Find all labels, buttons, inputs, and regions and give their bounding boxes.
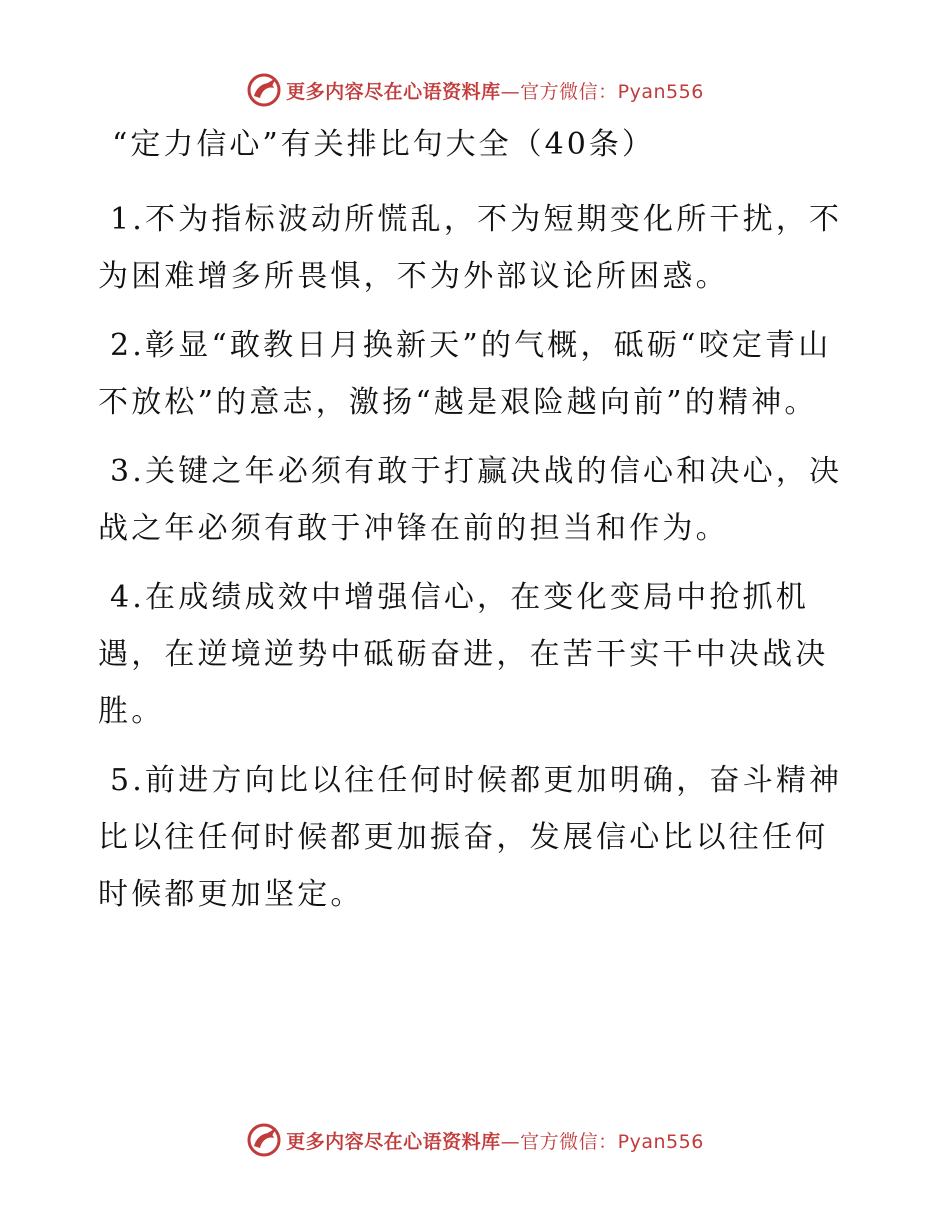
list-item: 4.在成绩成效中增强信心，在变化变局中抢抓机遇，在逆境逆势中砥砺奋进，在苦干实干中决战决胜。: [98, 580, 829, 729]
list-item: 1.不为指标波动所慌乱，不为短期变化所干扰，不为困难增多所畏惧，不为外部议论所困惑。: [98, 202, 843, 294]
red-swirl-logo-icon: [246, 72, 282, 108]
banner-main-text: 更多内容尽在心语资料库: [286, 1130, 501, 1153]
footer-banner: [0, 1120, 950, 1160]
banner-text: [286, 77, 704, 104]
list-item: 2.彰显“敢教日月换新天”的气概，砥砺“咬定青山不放松”的意志，激扬“越是艰险越向前”的精神。: [98, 328, 832, 420]
banner-main-text: 更多内容尽在心语资料库: [286, 80, 501, 103]
banner-sub-text: —官方微信：Pyan556: [500, 1130, 704, 1153]
document-title: “定力信心”有关排比句大全（40条）: [112, 127, 655, 162]
list-item: 3.关键之年必须有敢于打赢决战的信心和决心，决战之年必须有敢于冲锋在前的担当和作为。: [98, 454, 843, 546]
banner-sub-text: —官方微信：Pyan556: [500, 80, 704, 103]
list-item: 5.前进方向比以往任何时候都更加明确，奋斗精神比以往任何时候都更加振奋，发展信心比以往任何时候都更加坚定。: [98, 763, 843, 912]
banner-text: [286, 1127, 704, 1154]
document-body: [98, 191, 858, 935]
header-banner: [0, 70, 950, 110]
red-swirl-logo-icon: [246, 1122, 282, 1158]
